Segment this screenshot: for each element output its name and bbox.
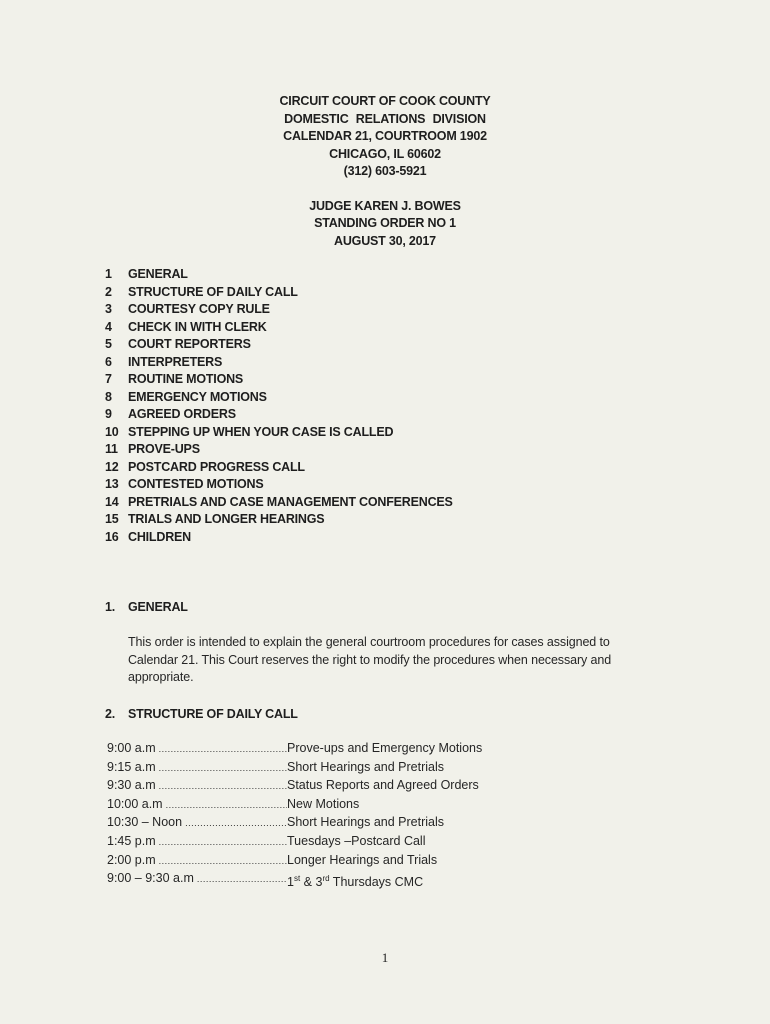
toc-item-number: 16 [105,529,119,544]
toc-item-number: 2 [105,284,112,299]
schedule-time: 9:15 a.m ..... [107,759,287,778]
toc-item-number: 15 [105,512,119,526]
section-1-title: GENERAL [128,600,188,614]
city-address: CHICAGO, IL 60602 [329,146,441,161]
toc-item [105,476,453,494]
schedule-row [107,777,482,796]
phone-number: (312) 603-5921 [343,164,427,178]
toc-item-title: EMERGENCY MOTIONS [128,389,267,404]
toc-item-title: POSTCARD PROGRESS CALL [128,459,305,474]
toc-item-number: 1 [105,267,112,281]
toc-item-title: CHILDREN [128,529,191,544]
toc-item-number: 6 [105,354,112,369]
order-title: STANDING ORDER NO 1 [314,216,456,230]
schedule-description: Short Hearings and Pretrials [287,759,445,774]
section-2-heading [105,707,298,721]
court-name: CIRCUIT COURT OF COOK COUNTY [279,94,491,108]
schedule-row [107,796,482,815]
toc-item-title: TRIALS AND LONGER HEARINGS [128,512,325,526]
toc-item-title: STRUCTURE OF DAILY CALL [128,284,298,299]
toc-item-title: ROUTINE MOTIONS [128,372,244,386]
schedule-description: 1st & 3rd Thursdays CMC [287,874,424,890]
schedule-row [107,870,482,892]
toc-item-title: COURT REPORTERS [128,337,251,351]
toc-item [105,441,453,459]
toc-item [105,319,453,337]
schedule-description: Short Hearings and Pretrials [287,815,445,830]
toc-item-number: 5 [105,337,112,351]
toc-item [105,371,453,389]
toc-item-number: 9 [105,407,112,421]
section-1-heading [105,600,188,614]
section-2-number: 2. [105,707,116,721]
schedule-row [107,759,482,778]
document-header [0,93,770,250]
toc-item [105,284,453,302]
toc-item-title: PRETRIALS AND CASE MANAGEMENT CONFERENCES [128,494,453,509]
schedule-time: 1:45 p.m ..... [107,833,287,852]
judge-name: JUDGE KAREN J. BOWES [309,198,461,213]
toc-item-title: PROVE-UPS [128,442,200,456]
toc-item [105,266,453,284]
toc-item-title: COURTESY COPY RULE [128,302,270,316]
order-date: AUGUST 30, 2017 [334,233,436,248]
toc-item-number: 12 [105,459,119,474]
toc-item-number: 14 [105,494,119,509]
schedule-row [107,833,482,852]
schedule-time: 9:30 a.m ..... [107,777,287,796]
schedule-time: 10:30 – Noon ..... [107,814,287,833]
schedule-description: Tuesdays –Postcard Call [287,833,426,848]
toc-item [105,406,453,424]
section-1-number: 1. [105,600,116,614]
toc-item-title: INTERPRETERS [128,354,223,369]
toc-item [105,494,453,512]
toc-item-number: 4 [105,319,112,334]
schedule-description: Status Reports and Agreed Orders [287,778,479,793]
toc-item-title: AGREED ORDERS [128,407,236,421]
toc-item-number: 8 [105,389,112,404]
table-of-contents [105,266,453,546]
toc-item [105,336,453,354]
schedule-description: Prove-ups and Emergency Motions [287,741,483,755]
toc-item [105,301,453,319]
schedule-time: 10:00 a.m ..... [107,796,287,815]
schedule-time: 2:00 p.m ..... [107,852,287,871]
toc-item [105,354,453,372]
schedule-time: 9:00 – 9:30 a.m ..... [107,870,287,892]
section-1-paragraph: This order is intended to explain the general courtroom procedures for cases assigned to Calendar 21. This Court reserves the right to modify the procedures when necessary and appropriate. [128,635,612,685]
toc-item-title: CHECK IN WITH CLERK [128,319,267,334]
schedule-row [107,814,482,833]
schedule-row [107,740,482,759]
division-name: DOMESTIC RELATIONS DIVISION [284,111,486,126]
schedule-description: Longer Hearings and Trials [287,852,438,867]
toc-item [105,389,453,407]
toc-item-number: 13 [105,477,119,491]
section-2-title: STRUCTURE OF DAILY CALL [128,707,298,721]
toc-item [105,459,453,477]
toc-item-number: 3 [105,302,112,316]
schedule-time: 9:00 a.m ..... [107,740,287,759]
schedule-description: New Motions [287,796,360,811]
toc-item [105,529,453,547]
toc-item-title: STEPPING UP WHEN YOUR CASE IS CALLED [128,424,394,439]
toc-item [105,424,453,442]
toc-item-number: 7 [105,372,112,386]
page-number: 1 [381,950,389,965]
toc-item-title: GENERAL [128,267,188,281]
toc-item-number: 10 [105,424,119,439]
daily-call-schedule [107,740,482,892]
calendar-courtroom: CALENDAR 21, COURTROOM 1902 [283,129,487,143]
schedule-row [107,852,482,871]
toc-item-title: CONTESTED MOTIONS [128,477,264,491]
toc-item-number: 11 [105,442,118,456]
toc-item [105,511,453,529]
